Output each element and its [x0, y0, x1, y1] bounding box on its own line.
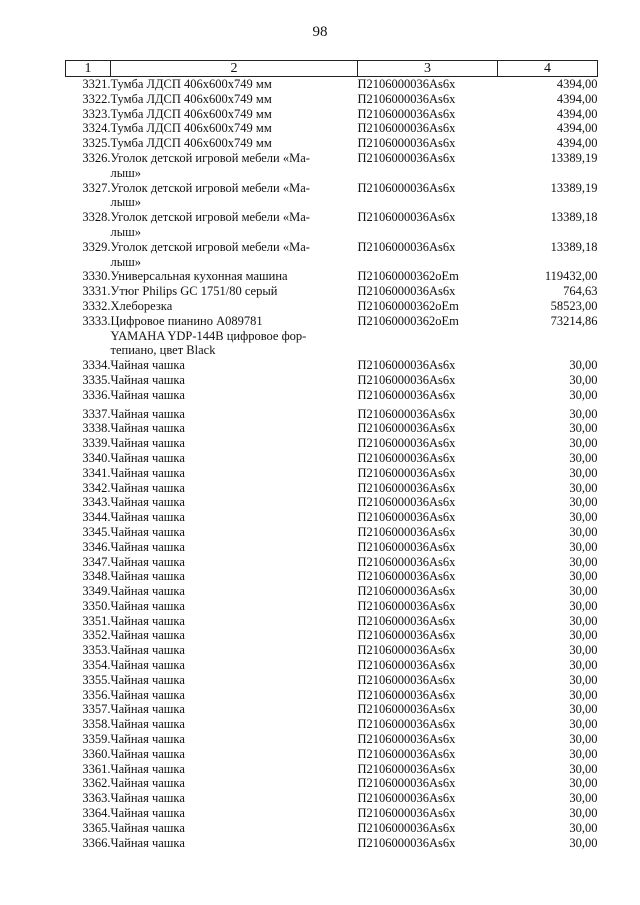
inventory-code: П2106000036Аs6x: [357, 761, 456, 776]
item-name: Чайная чашка: [110, 643, 185, 658]
table-row: [66, 836, 598, 851]
item-price: 30,00: [569, 524, 598, 539]
inventory-code: П2106000036Аs6x: [357, 732, 456, 747]
item-name: Чайная чашка: [110, 421, 185, 436]
row-number: 3355.: [82, 672, 111, 687]
table-row: [66, 599, 598, 614]
inventory-code: П21060000362oEm: [357, 298, 459, 313]
table-row: [66, 702, 598, 717]
row-number: 3327.: [82, 180, 111, 195]
table-row: [66, 643, 598, 658]
item-price: 4394,00: [556, 121, 598, 136]
item-price: 30,00: [569, 746, 598, 761]
item-name: Тумба ЛДСП 406х600х749 мм: [110, 106, 272, 121]
table-row: [66, 403, 598, 422]
row-number: 3354.: [82, 658, 111, 673]
column-header-1: 1: [66, 61, 111, 77]
inventory-code: П2106000036Аs6x: [357, 584, 456, 599]
item-name: Чайная чашка: [110, 820, 185, 835]
item-name: Чайная чашка: [110, 358, 185, 373]
inventory-code: П2106000036Аs6x: [357, 806, 456, 821]
table-row: [66, 495, 598, 510]
table-row: [66, 466, 598, 481]
item-name: Чайная чашка: [110, 480, 185, 495]
row-number: 3341.: [82, 465, 111, 480]
table-row: [66, 284, 598, 299]
item-name: Уголок детской игровой мебели «Ма- лыш»: [110, 239, 310, 269]
item-price: 30,00: [569, 480, 598, 495]
item-price: 30,00: [569, 554, 598, 569]
table-row: [66, 481, 598, 496]
item-price: 30,00: [569, 835, 598, 850]
item-price: 30,00: [569, 791, 598, 806]
item-name: Чайная чашка: [110, 554, 185, 569]
row-number: 3358.: [82, 717, 111, 732]
item-price: 30,00: [569, 613, 598, 628]
item-price: 764,63: [563, 284, 598, 299]
table-row: [66, 762, 598, 777]
inventory-code: П2106000036Аs6x: [357, 554, 456, 569]
item-price: 30,00: [569, 539, 598, 554]
row-number: 3332.: [82, 298, 111, 313]
item-price: 30,00: [569, 372, 598, 387]
item-price: 30,00: [569, 702, 598, 717]
inventory-code: П2106000036Аs6x: [357, 450, 456, 465]
inventory-code: П2106000036Аs6x: [357, 835, 456, 850]
table-row: [66, 688, 598, 703]
item-name: Уголок детской игровой мебели «Ма- лыш»: [110, 210, 310, 239]
item-price: 4394,00: [556, 91, 598, 106]
item-price: 4394,00: [556, 136, 598, 151]
table-row: [66, 269, 598, 284]
inventory-code: П2106000036Аs6x: [357, 387, 456, 402]
table-header: [66, 61, 598, 77]
inventory-code: П2106000036Аs6x: [357, 628, 456, 643]
table-row: [66, 732, 598, 747]
table-row: [66, 584, 598, 599]
row-number: 3362.: [82, 776, 111, 791]
table-row: [66, 151, 598, 181]
row-number: 3326.: [82, 150, 111, 165]
item-price: 30,00: [569, 598, 598, 613]
column-header-3: 3: [358, 61, 498, 77]
item-price: 30,00: [569, 687, 598, 702]
inventory-table: [65, 60, 598, 850]
item-price: 30,00: [569, 628, 598, 643]
item-price: 30,00: [569, 421, 598, 436]
inventory-code: П2106000036Аs6x: [357, 672, 456, 687]
item-price: 30,00: [569, 806, 598, 821]
item-name: Чайная чашка: [110, 628, 185, 643]
table-row: [66, 791, 598, 806]
item-name: Чайная чашка: [110, 372, 185, 387]
item-name: Чайная чашка: [110, 806, 185, 821]
item-price: 4394,00: [556, 77, 598, 91]
column-header-2: 2: [111, 61, 358, 77]
item-name: Чайная чашка: [110, 584, 185, 599]
table-row: [66, 821, 598, 836]
inventory-code: П2106000036Аs6x: [357, 539, 456, 554]
item-price: 13389,18: [550, 210, 598, 225]
inventory-code: П2106000036Аs6x: [357, 643, 456, 658]
item-name: Чайная чашка: [110, 495, 185, 510]
inventory-code: П2106000036Аs6x: [357, 406, 456, 421]
inventory-code: П2106000036Аs6x: [357, 776, 456, 791]
item-price: 30,00: [569, 510, 598, 525]
table-row: [66, 628, 598, 643]
inventory-code: П2106000036Аs6x: [357, 372, 456, 387]
item-name: Тумба ЛДСП 406х600х749 мм: [110, 121, 272, 136]
inventory-code: П2106000036Аs6x: [357, 465, 456, 480]
item-price: 30,00: [569, 465, 598, 480]
item-name: Чайная чашка: [110, 717, 185, 732]
inventory-code: П2106000036Аs6x: [357, 91, 456, 106]
row-number: 3328.: [82, 210, 111, 225]
inventory-code: П2106000036Аs6x: [357, 569, 456, 584]
inventory-code: П2106000036Аs6x: [357, 480, 456, 495]
page-number: 98: [312, 24, 328, 40]
row-number: 3338.: [82, 421, 111, 436]
table-row: [66, 451, 598, 466]
table-row: [66, 210, 598, 240]
table-row: [66, 658, 598, 673]
row-number: 3351.: [82, 613, 111, 628]
table-row: [66, 121, 598, 136]
item-price: 30,00: [569, 820, 598, 835]
row-number: 3337.: [82, 406, 111, 421]
table-row: [66, 358, 598, 373]
item-price: 13389,19: [550, 180, 598, 195]
row-number: 3361.: [82, 761, 111, 776]
item-price: 30,00: [569, 584, 598, 599]
row-number: 3331.: [82, 284, 111, 299]
item-name: Чайная чашка: [110, 598, 185, 613]
inventory-code: П2106000036Аs6x: [357, 210, 456, 225]
table-row: [66, 373, 598, 388]
row-number: 3348.: [82, 569, 111, 584]
item-name: Чайная чашка: [110, 776, 185, 791]
row-number: 3323.: [82, 106, 111, 121]
item-name: Чайная чашка: [110, 524, 185, 539]
table-row: [66, 717, 598, 732]
item-name: Чайная чашка: [110, 687, 185, 702]
item-price: 73214,86: [550, 313, 598, 328]
item-name: Чайная чашка: [110, 406, 185, 421]
row-number: 3333.: [82, 313, 111, 328]
item-name: Чайная чашка: [110, 658, 185, 673]
item-name: Тумба ЛДСП 406х600х749 мм: [110, 136, 272, 151]
item-price: 119432,00: [544, 269, 598, 284]
table-row: [66, 614, 598, 629]
inventory-code: П2106000036Аs6x: [357, 421, 456, 436]
item-name: Чайная чашка: [110, 387, 185, 402]
item-name: Тумба ЛДСП 406х600х749 мм: [110, 91, 272, 106]
table-row: [66, 510, 598, 525]
inventory-code: П2106000036Аs6x: [357, 746, 456, 761]
row-number: 3349.: [82, 584, 111, 599]
inventory-code: П2106000036Аs6x: [357, 598, 456, 613]
item-name: Чайная чашка: [110, 569, 185, 584]
row-number: 3352.: [82, 628, 111, 643]
inventory-code: П2106000036Аs6x: [357, 239, 456, 254]
inventory-code: П2106000036Аs6x: [357, 717, 456, 732]
row-number: 3353.: [82, 643, 111, 658]
inventory-code: П2106000036Аs6x: [357, 77, 456, 91]
table-row: [66, 525, 598, 540]
inventory-code: П2106000036Аs6x: [357, 106, 456, 121]
table-row: [66, 314, 598, 358]
item-name: Чайная чашка: [110, 613, 185, 628]
row-number: 3344.: [82, 510, 111, 525]
table-row: [66, 388, 598, 403]
inventory-code: П2106000036Аs6x: [357, 150, 456, 165]
table-row: [66, 107, 598, 122]
inventory-code: П2106000036Аs6x: [357, 121, 456, 136]
row-number: 3347.: [82, 554, 111, 569]
table-row: [66, 436, 598, 451]
item-name: Чайная чашка: [110, 702, 185, 717]
item-price: 30,00: [569, 717, 598, 732]
table-body: [66, 77, 598, 851]
inventory-code: П2106000036Аs6x: [357, 658, 456, 673]
inventory-code: П2106000036Аs6x: [357, 702, 456, 717]
item-name: Уголок детской игровой мебели «Ма- лыш»: [110, 180, 310, 210]
table-row: [66, 92, 598, 107]
row-number: 3322.: [82, 91, 111, 106]
table-row: [66, 806, 598, 821]
item-name: Чайная чашка: [110, 436, 185, 451]
row-number: 3365.: [82, 820, 111, 835]
item-name: Хлеборезка: [110, 298, 173, 313]
item-price: 30,00: [569, 569, 598, 584]
item-name: Универсальная кухонная машина: [110, 269, 288, 284]
item-name: Цифровое пианино А089781 YAMAHA YDP-144B цифровое фор- тепиано, цвет Black: [110, 313, 307, 358]
item-name: Чайная чашка: [110, 761, 185, 776]
item-name: Чайная чашка: [110, 746, 185, 761]
table-row: [66, 181, 598, 211]
row-number: 3321.: [82, 77, 111, 91]
row-number: 3346.: [82, 539, 111, 554]
column-header-4: 4: [498, 61, 598, 77]
table-row: [66, 673, 598, 688]
row-number: 3339.: [82, 436, 111, 451]
inventory-code: П2106000036Аs6x: [357, 284, 456, 299]
table-row: [66, 77, 598, 92]
item-name: Чайная чашка: [110, 450, 185, 465]
row-number: 3324.: [82, 121, 111, 136]
row-number: 3334.: [82, 358, 111, 373]
item-name: Чайная чашка: [110, 510, 185, 525]
item-name: Утюг Philips GC 1751/80 серый: [110, 284, 278, 299]
item-price: 30,00: [569, 643, 598, 658]
row-number: 3363.: [82, 791, 111, 806]
item-name: Чайная чашка: [110, 465, 185, 480]
row-number: 3335.: [82, 372, 111, 387]
row-number: 3345.: [82, 524, 111, 539]
item-price: 13389,18: [550, 239, 598, 254]
item-price: 30,00: [569, 406, 598, 421]
inventory-code: П2106000036Аs6x: [357, 358, 456, 373]
item-price: 30,00: [569, 450, 598, 465]
row-number: 3364.: [82, 806, 111, 821]
item-price: 30,00: [569, 672, 598, 687]
row-number: 3342.: [82, 480, 111, 495]
inventory-code: П2106000036Аs6x: [357, 524, 456, 539]
inventory-code: П2106000036Аs6x: [357, 136, 456, 151]
inventory-code: П21060000362oEm: [357, 313, 459, 328]
inventory-code: П2106000036Аs6x: [357, 791, 456, 806]
item-price: 4394,00: [556, 106, 598, 121]
row-number: 3330.: [82, 269, 111, 284]
inventory-code: П2106000036Аs6x: [357, 510, 456, 525]
row-number: 3325.: [82, 136, 111, 151]
item-price: 13389,19: [550, 150, 598, 165]
item-name: Чайная чашка: [110, 672, 185, 687]
inventory-code: П21060000362oEm: [357, 269, 459, 284]
row-number: 3343.: [82, 495, 111, 510]
item-name: Чайная чашка: [110, 791, 185, 806]
inventory-code: П2106000036Аs6x: [357, 436, 456, 451]
row-number: 3357.: [82, 702, 111, 717]
row-number: 3329.: [82, 239, 111, 254]
row-number: 3359.: [82, 732, 111, 747]
item-name: Тумба ЛДСП 406х600х749 мм: [110, 77, 272, 91]
inventory-code: П2106000036Аs6x: [357, 820, 456, 835]
item-name: Чайная чашка: [110, 539, 185, 554]
item-price: 30,00: [569, 776, 598, 791]
table-row: [66, 299, 598, 314]
table-row: [66, 136, 598, 151]
item-name: Чайная чашка: [110, 732, 185, 747]
table-row: [66, 747, 598, 762]
table-row: [66, 569, 598, 584]
inventory-code: П2106000036Аs6x: [357, 495, 456, 510]
inventory-code: П2106000036Аs6x: [357, 613, 456, 628]
inventory-code: П2106000036Аs6x: [357, 180, 456, 195]
header-row: [66, 61, 598, 77]
row-number: 3340.: [82, 450, 111, 465]
item-price: 30,00: [569, 495, 598, 510]
item-price: 30,00: [569, 761, 598, 776]
row-number: 3336.: [82, 387, 111, 402]
inventory-code: П2106000036Аs6x: [357, 687, 456, 702]
item-price: 30,00: [569, 436, 598, 451]
row-number: 3350.: [82, 598, 111, 613]
row-number: 3356.: [82, 687, 111, 702]
item-name: Уголок детской игровой мебели «Ма- лыш»: [110, 150, 310, 180]
item-price: 30,00: [569, 658, 598, 673]
table-row: [66, 240, 598, 270]
item-name: Чайная чашка: [110, 835, 185, 850]
table-row: [66, 555, 598, 570]
item-price: 30,00: [569, 732, 598, 747]
table-row: [66, 540, 598, 555]
table-row: [66, 421, 598, 436]
row-number: 3360.: [82, 746, 111, 761]
row-number: 3366.: [82, 835, 111, 850]
item-price: 30,00: [569, 358, 598, 373]
table-row: [66, 776, 598, 791]
item-price: 58523,00: [550, 298, 598, 313]
item-price: 30,00: [569, 387, 598, 402]
